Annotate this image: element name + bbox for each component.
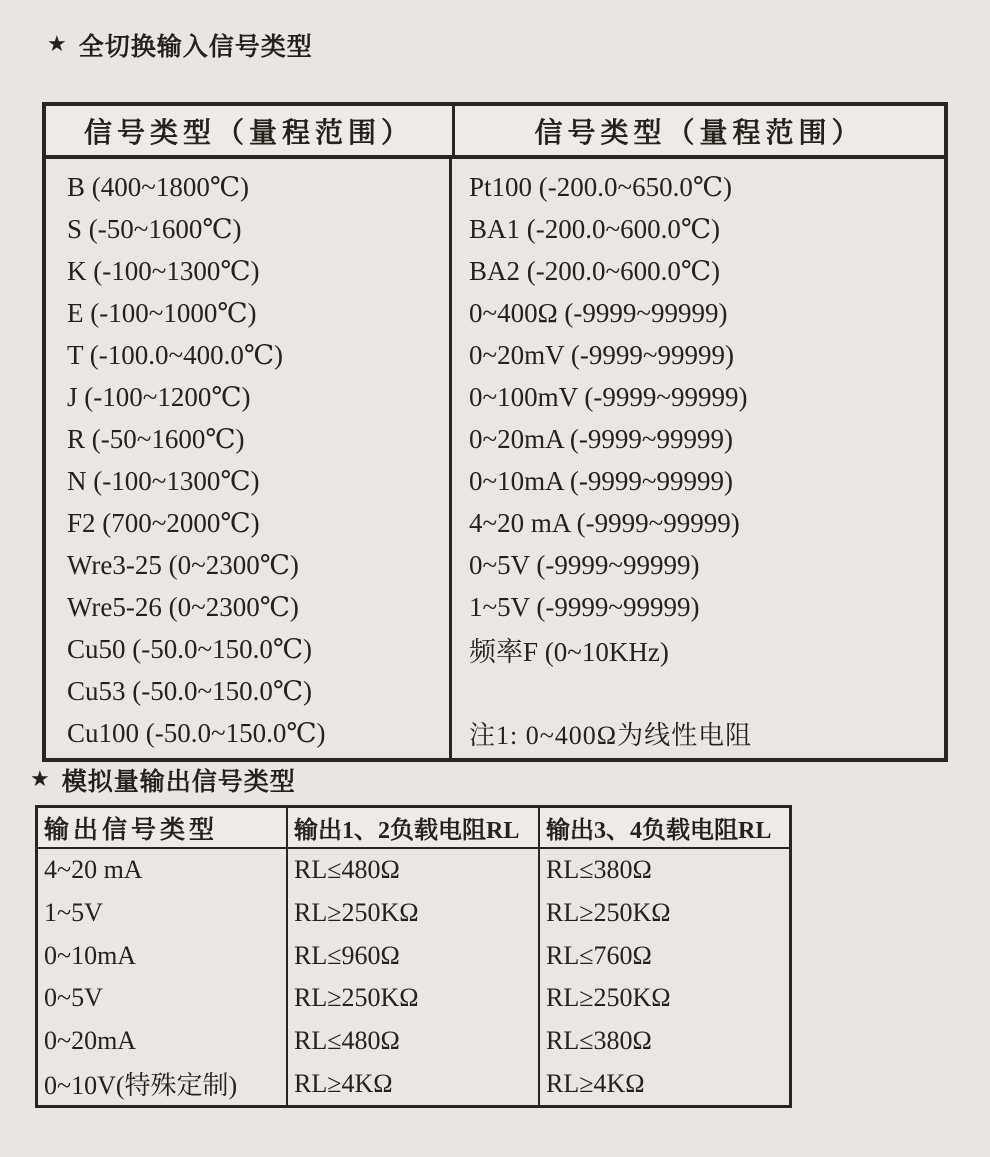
signal-range-row: Pt100 (-200.0~650.0℃) [469, 171, 733, 202]
signal-range-row: BA2 (-200.0~600.0℃) [469, 255, 721, 286]
signal-range-row: 1~5V (-9999~99999) [469, 591, 700, 622]
table-header-cell: 信号类型（量程范围） [534, 117, 865, 149]
input-table-body [46, 159, 944, 758]
input-table-right-column [452, 159, 944, 758]
load-resistance-cell: RL≤480Ω [288, 1020, 540, 1063]
section-title-text: 模拟量输出信号类型 [61, 768, 296, 796]
load-resistance-cell: RL≤760Ω [546, 940, 652, 970]
load-resistance-cell: RL≤960Ω [288, 934, 540, 977]
signal-range-row: BA1 (-200.0~600.0℃) [469, 213, 721, 244]
signal-range-row: 0~100mV (-9999~99999) [469, 381, 748, 412]
signal-range-row: S (-50~1600℃) [67, 213, 242, 244]
table-header-cell: 输出3、4负载电阻RL [540, 808, 789, 849]
signal-range-row: J (-100~1200℃) [67, 381, 251, 412]
input-table-left-column [46, 159, 452, 758]
signal-range-row: N (-100~1300℃) [67, 465, 260, 496]
spacer-row [469, 670, 944, 712]
load-resistance-cell: RL≤380Ω [546, 1025, 652, 1055]
signal-range-row: K (-100~1300℃) [67, 255, 260, 286]
section-title-text: 全切换输入信号类型 [78, 33, 313, 61]
load-resistance-cell: RL≥250KΩ [288, 892, 540, 935]
signal-range-row: 0~20mA (-9999~99999) [469, 423, 733, 454]
output-signal-table [35, 805, 792, 1108]
signal-range-row: Wre3-25 (0~2300℃) [67, 549, 299, 580]
output-type-cell: 1~5V [38, 892, 288, 935]
star-icon: ★ [47, 31, 68, 56]
load-resistance-cell: RL≤380Ω [546, 855, 652, 885]
signal-range-row: E (-100~1000℃) [67, 297, 257, 328]
note-row: 注1: 0~400Ω为线性电阻 [469, 720, 753, 750]
input-table-header-row [46, 106, 944, 159]
load-resistance-cell: RL≤480Ω [288, 849, 540, 892]
input-signal-table [42, 102, 948, 762]
load-resistance-cell: RL≥250KΩ [546, 897, 671, 927]
signal-range-row: 0~20mV (-9999~99999) [469, 339, 734, 370]
table-header-cell: 信号类型（量程范围） [46, 106, 455, 155]
output-type-cell: 0~10mA [38, 934, 288, 977]
signal-range-row: F2 (700~2000℃) [67, 507, 260, 538]
signal-range-row: Wre5-26 (0~2300℃) [67, 591, 299, 622]
signal-range-row: Cu50 (-50.0~150.0℃) [67, 633, 313, 664]
signal-range-row: 0~5V (-9999~99999) [469, 549, 700, 580]
output-signal-section-title [30, 762, 296, 798]
output-type-cell: 0~10V(特殊定制) [38, 1062, 288, 1105]
load-resistance-cell: RL≥250KΩ [288, 977, 540, 1020]
output-type-cell: 0~5V [38, 977, 288, 1020]
signal-range-row: 频率F (0~10KHz) [469, 636, 669, 667]
table-header-cell: 输出1、2负载电阻RL [288, 808, 540, 849]
output-type-cell: 0~20mA [38, 1020, 288, 1063]
signal-range-row: R (-50~1600℃) [67, 423, 245, 454]
signal-range-row: 0~10mA (-9999~99999) [469, 465, 733, 496]
input-signal-section-title [47, 27, 313, 63]
load-resistance-cell: RL≥4KΩ [288, 1062, 540, 1105]
signal-range-row: Cu100 (-50.0~150.0℃) [67, 717, 326, 748]
star-icon: ★ [30, 766, 51, 791]
load-resistance-cell: RL≥4KΩ [546, 1068, 645, 1098]
signal-range-row: 4~20 mA (-9999~99999) [469, 507, 740, 538]
load-resistance-cell: RL≥250KΩ [546, 983, 671, 1013]
table-header-cell: 输出信号类型 [38, 808, 288, 849]
signal-range-row: B (400~1800℃) [67, 171, 250, 202]
signal-range-row: Cu53 (-50.0~150.0℃) [67, 675, 313, 706]
signal-range-row: 0~400Ω (-9999~99999) [469, 297, 728, 328]
signal-range-row: T (-100.0~400.0℃) [67, 339, 284, 370]
output-type-cell: 4~20 mA [38, 849, 288, 892]
